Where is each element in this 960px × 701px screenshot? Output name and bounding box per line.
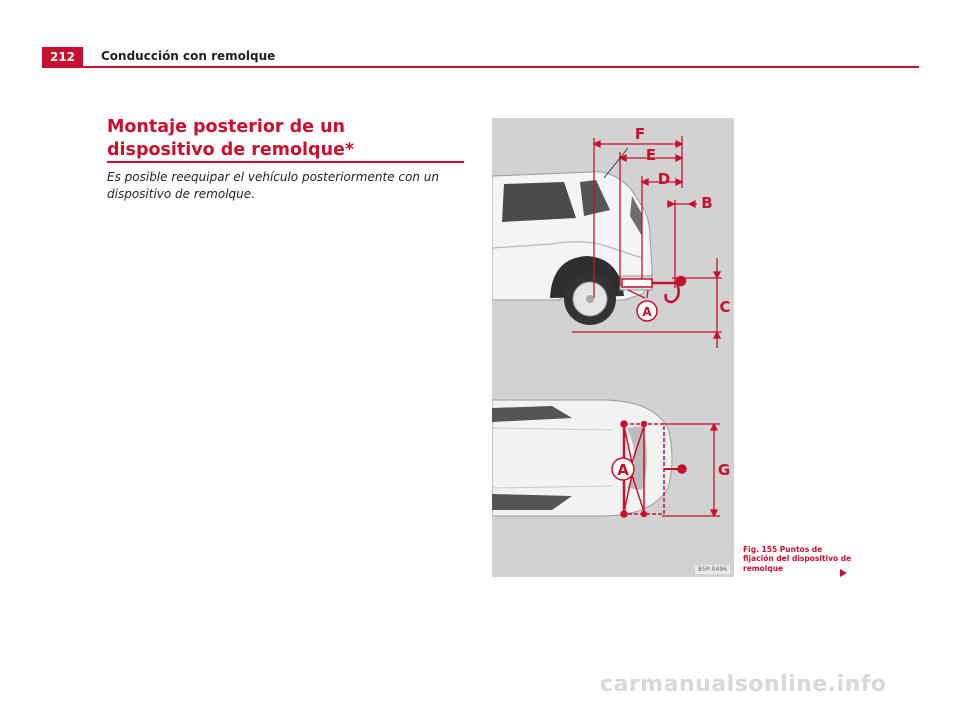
pointer-line xyxy=(604,148,628,178)
car-side-view xyxy=(492,172,652,325)
section-title: Montaje posterior de un dispositivo de remolque* xyxy=(107,117,355,160)
figure-caption: Fig. 155 Puntos de fijación del dispositivo de remolque xyxy=(743,545,852,573)
label-g: G xyxy=(717,461,731,479)
chapter-title: Conducción con remolque xyxy=(101,49,276,63)
tow-bar-figure xyxy=(492,118,734,577)
car-top-view xyxy=(492,400,672,516)
header-divider xyxy=(42,66,919,68)
watermark: carmanualsonline.info xyxy=(600,672,887,697)
section-divider xyxy=(107,161,464,163)
label-f: F xyxy=(634,125,646,143)
figure-code: B5P-0496 xyxy=(695,565,730,574)
label-a-side: A xyxy=(642,305,652,319)
label-d: D xyxy=(657,170,671,188)
label-b: B xyxy=(701,194,713,212)
intro-paragraph: Es posible reequipar el vehículo posteriormente con un dispositivo de remolque. xyxy=(107,170,439,202)
label-a-top: A xyxy=(617,461,629,479)
page-number: 212 xyxy=(42,47,83,67)
tow-bar-illustration xyxy=(492,118,734,577)
label-e: E xyxy=(645,146,657,164)
label-c: C xyxy=(719,298,731,316)
arrow-right-icon xyxy=(840,569,847,577)
